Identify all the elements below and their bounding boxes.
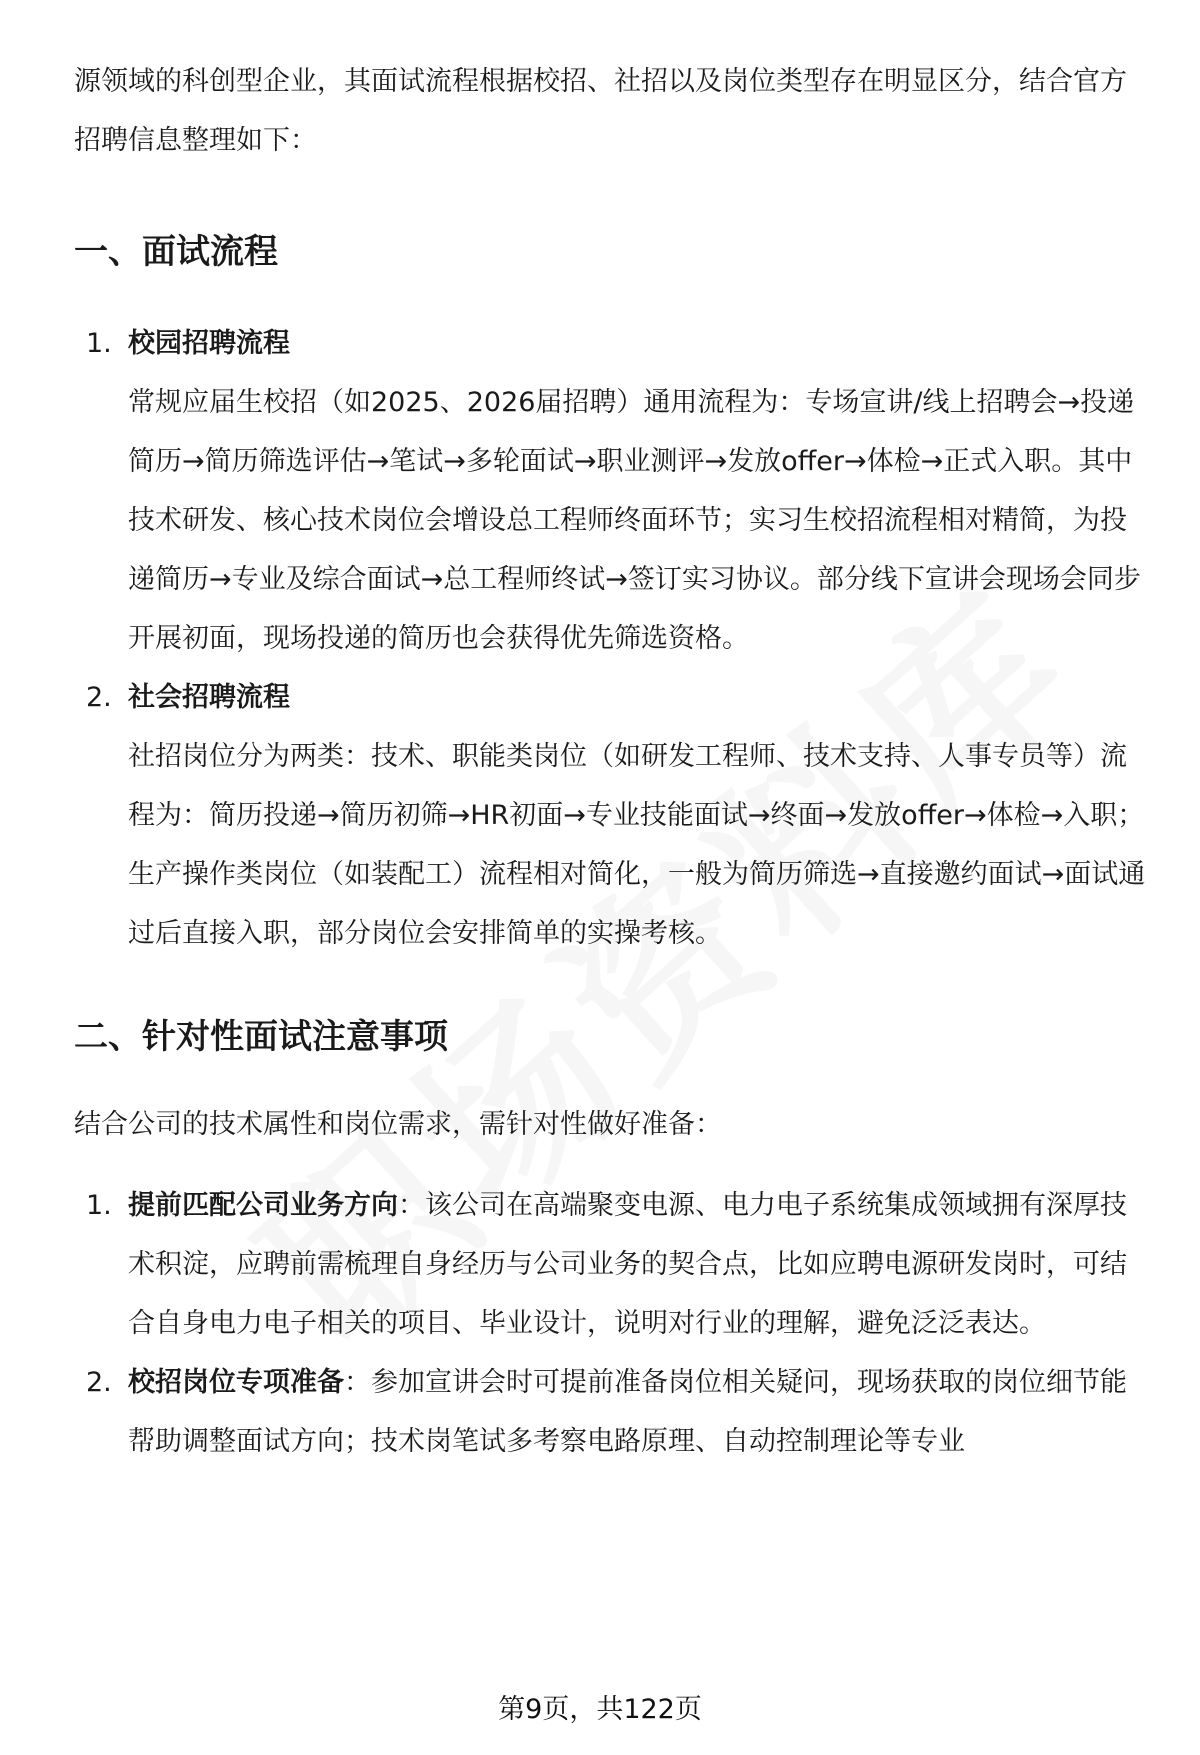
list-item [74,1176,1150,1353]
list-item [74,668,1150,963]
interview-process-list [74,314,1150,963]
list-item-title: 校园招聘流程 [128,328,290,359]
intro-paragraph: 源领域的科创型企业，其面试流程根据校招、社招以及岗位类型存在明显区分，结合官方招聘信息整理如下： [74,66,1127,156]
list-item-body: 社招岗位分为两类：技术、职能类岗位（如研发工程师、技术支持、人事专员等）流程为：简历投递→简历初筛→HR初面→专业技能面试→终面→发放offer→体检→入职；生产操作类岗位（如装配工）流程相对简化，一般为简历筛选→直接邀约面试→面试通过后直接入职，部分岗位会安排简单的实操考核。 [128,741,1146,949]
list-item-title: 提前匹配公司业务方向 [128,1190,398,1221]
list-number: 1. [86,1190,112,1221]
list-item [74,314,1150,668]
list-item-body: 常规应届生校招（如2025、2026届招聘）通用流程为：专场宣讲/线上招聘会→投递简历→简历筛选评估→笔试→多轮面试→职业测评→发放offer→体检→正式入职。其中技术研发、核心技术岗位会增设总工程师终面环节；实习生校招流程相对精简，为投递简历→专业及综合面试→总工程师终试→签订实习协议。部分线下宣讲会现场会同步开展初面，现场投递的简历也会获得优先筛选资格。 [128,387,1141,654]
list-item-body [128,1353,1150,1471]
list-number: 2. [86,1367,112,1398]
list-number: 2. [86,682,112,713]
list-item-text: ：参加宣讲会时可提前准备岗位相关疑问，现场获取的岗位细节能帮助调整面试方向；技术岗笔试多考察电路原理、自动控制理论等专业 [128,1367,1127,1457]
section-heading-interview-process: 一、面试流程 [74,232,278,272]
list-item-title: 社会招聘流程 [128,682,290,713]
document-page [74,52,1150,1471]
list-item [74,1353,1150,1471]
section-intro-paragraph: 结合公司的技术属性和岗位需求，需针对性做好准备： [74,1109,722,1140]
list-number: 1. [86,328,112,359]
page-footer: 第9页，共122页 [498,1694,702,1725]
list-item-title: 校招岗位专项准备 [128,1367,344,1398]
interview-tips-list [74,1176,1150,1471]
list-item-text: ：该公司在高端聚变电源、电力电子系统集成领域拥有深厚技术积淀，应聘前需梳理自身经历与公司业务的契合点，比如应聘电源研发岗时，可结合自身电力电子相关的项目、毕业设计，说明对行业的理解，避免泛泛表达。 [128,1190,1127,1339]
section-heading-interview-tips: 二、针对性面试注意事项 [74,1017,448,1057]
list-item-body [128,1176,1150,1353]
